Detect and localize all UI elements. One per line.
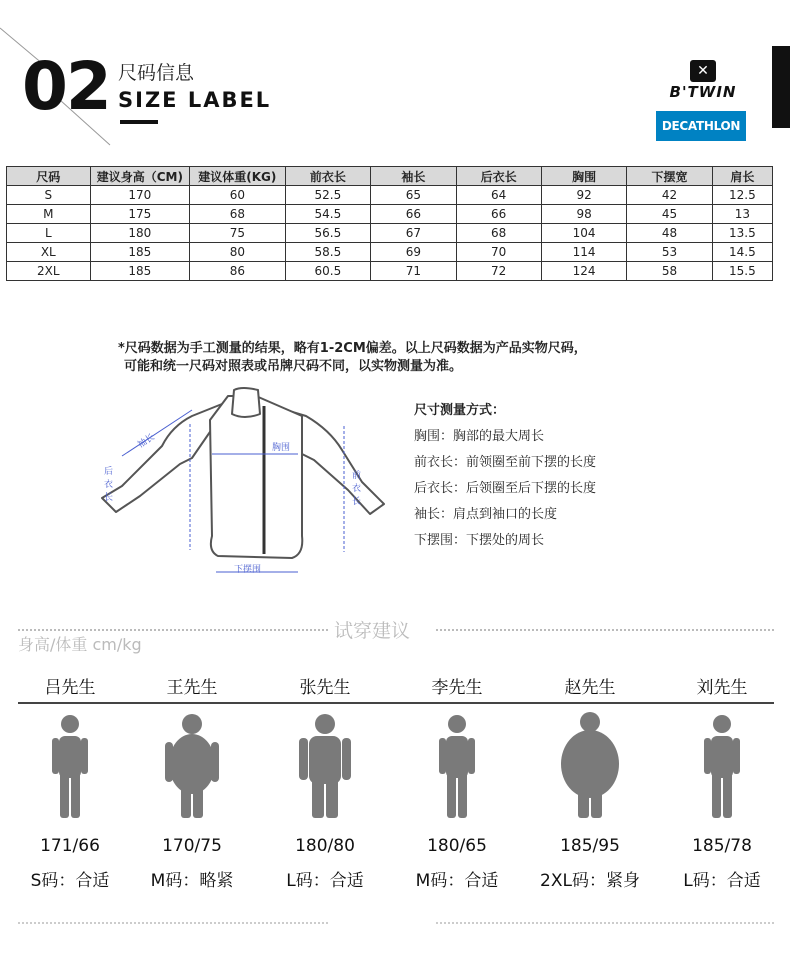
measure-title: 尺寸测量方式： [414, 403, 506, 418]
table-header-cell: 袖长 [371, 167, 456, 186]
table-cell: 66 [371, 205, 456, 224]
table-cell: 64 [456, 186, 541, 205]
person-figure-icon [40, 712, 100, 820]
dotted-divider [436, 922, 774, 924]
dotted-divider [18, 922, 328, 924]
table-cell: 75 [190, 224, 285, 243]
table-row [7, 205, 773, 224]
section-title-cn: 尺码信息 [118, 62, 195, 84]
section-title-en: SIZE LABEL [118, 88, 272, 112]
hem-label: 下摆围 [234, 565, 262, 575]
table-cell: 48 [627, 224, 712, 243]
table-cell: 15.5 [712, 262, 772, 281]
table-cell: 68 [190, 205, 285, 224]
person-name: 张先生 [299, 678, 351, 698]
measurement-note [118, 340, 587, 376]
person-figure-icon [162, 712, 222, 820]
table-cell: 12.5 [712, 186, 772, 205]
measure-item: 袖长：肩点到袖口的长度 [414, 507, 558, 522]
table-header-cell: 下摆宽 [627, 167, 712, 186]
table-cell: 98 [541, 205, 627, 224]
table-cell: 65 [371, 186, 456, 205]
table-cell: 58.5 [285, 243, 371, 262]
table-cell: 42 [627, 186, 712, 205]
person-fit: M码：略紧 [150, 871, 234, 891]
back-length-label: 后 衣 长 [104, 467, 114, 503]
person-figure-icon [295, 712, 355, 820]
dotted-divider [436, 629, 774, 631]
table-cell: 13 [712, 205, 772, 224]
table-cell: 58 [627, 262, 712, 281]
table-cell: 14.5 [712, 243, 772, 262]
person-name: 李先生 [431, 678, 483, 698]
table-cell: 170 [90, 186, 190, 205]
table-body [7, 186, 773, 281]
person-name: 王先生 [166, 678, 218, 698]
table-row [7, 186, 773, 205]
decathlon-logo: DECATHLON [656, 111, 746, 141]
table-cell: 185 [90, 262, 190, 281]
table-cell: 86 [190, 262, 285, 281]
note-line-1: *尺码数据为手工测量的结果，略有1-2CM偏差。以上尺码数据为产品实物尺码， [118, 341, 587, 356]
person-height-weight: 185/95 [560, 836, 620, 856]
table-cell: 72 [456, 262, 541, 281]
table-cell: 68 [456, 224, 541, 243]
person-figure-icon [560, 712, 620, 820]
measure-item: 前衣长：前领圈至前下摆的长度 [414, 455, 597, 470]
table-row [7, 243, 773, 262]
table-cell: 180 [90, 224, 190, 243]
person-fit: S码：合适 [30, 871, 110, 891]
table-header-cell: 胸围 [541, 167, 627, 186]
table-cell: 54.5 [285, 205, 371, 224]
title-underline [120, 120, 158, 124]
person-name: 刘先生 [696, 678, 748, 698]
table-cell: 92 [541, 186, 627, 205]
table-header-cell: 后衣长 [456, 167, 541, 186]
dotted-divider [18, 629, 328, 631]
table-cell: 124 [541, 262, 627, 281]
table-cell: 67 [371, 224, 456, 243]
try-on-title: 试穿建议 [334, 620, 411, 642]
measurement-method [414, 398, 596, 554]
btwin-icon: ✕ [690, 60, 716, 82]
table-cell: 175 [90, 205, 190, 224]
table-row [7, 262, 773, 281]
table-header-cell: 建议身高（CM) [90, 167, 190, 186]
table-cell: 71 [371, 262, 456, 281]
sleeve-label: 袖长 [136, 432, 157, 451]
person-height-weight: 170/75 [162, 836, 222, 856]
table-cell: 185 [90, 243, 190, 262]
table-cell: 104 [541, 224, 627, 243]
table-cell: 2XL [7, 262, 91, 281]
person-name: 赵先生 [564, 678, 616, 698]
front-length-label: 前 衣 长 [352, 471, 362, 507]
try-on-unit: 身高/体重 cm/kg [18, 635, 142, 654]
table-cell: 60 [190, 186, 285, 205]
try-on-rule [18, 702, 774, 704]
jacket-diagram [92, 386, 392, 582]
person-figure-icon [692, 712, 752, 820]
table-cell: M [7, 205, 91, 224]
person-height-weight: 171/66 [40, 836, 100, 856]
table-cell: 13.5 [712, 224, 772, 243]
table-cell: 66 [456, 205, 541, 224]
measure-item: 下摆围：下摆处的周长 [414, 533, 545, 548]
table-cell: S [7, 186, 91, 205]
table-cell: 45 [627, 205, 712, 224]
person-height-weight: 180/65 [427, 836, 487, 856]
note-line-2: 可能和统一尺码对照表或吊牌尺码不同，以实物测量为准。 [124, 359, 463, 374]
person-fit: M码：合适 [415, 871, 499, 891]
table-header-cell: 建议体重(KG) [190, 167, 285, 186]
size-table [6, 166, 773, 281]
measure-item: 后衣长：后领圈至后下摆的长度 [414, 481, 597, 496]
section-number: 02 [22, 48, 110, 125]
table-header-cell: 前衣长 [285, 167, 371, 186]
table-cell: XL [7, 243, 91, 262]
measure-item: 胸围：胸部的最大周长 [414, 429, 545, 444]
table-cell: 69 [371, 243, 456, 262]
edge-bar [772, 46, 790, 128]
table-header-cell: 尺码 [7, 167, 91, 186]
person-name: 吕先生 [44, 678, 96, 698]
table-cell: 56.5 [285, 224, 371, 243]
person-height-weight: 180/80 [295, 836, 355, 856]
jacket-body [210, 396, 302, 558]
btwin-wordmark: B'TWIN [669, 83, 737, 101]
person-fit: 2XL码：紧身 [540, 871, 640, 891]
table-cell: L [7, 224, 91, 243]
person-figure-icon [427, 712, 487, 820]
person-height-weight: 185/78 [692, 836, 752, 856]
table-cell: 114 [541, 243, 627, 262]
table-cell: 60.5 [285, 262, 371, 281]
table-header-row [7, 167, 773, 186]
person-fit: L码：合适 [286, 871, 364, 891]
btwin-logo [660, 60, 746, 101]
table-cell: 53 [627, 243, 712, 262]
table-row [7, 224, 773, 243]
table-cell: 52.5 [285, 186, 371, 205]
chest-label: 胸围 [272, 443, 291, 453]
jacket-collar [232, 388, 260, 417]
table-header-cell: 肩长 [712, 167, 772, 186]
table-cell: 70 [456, 243, 541, 262]
table-cell: 80 [190, 243, 285, 262]
person-fit: L码：合适 [683, 871, 761, 891]
